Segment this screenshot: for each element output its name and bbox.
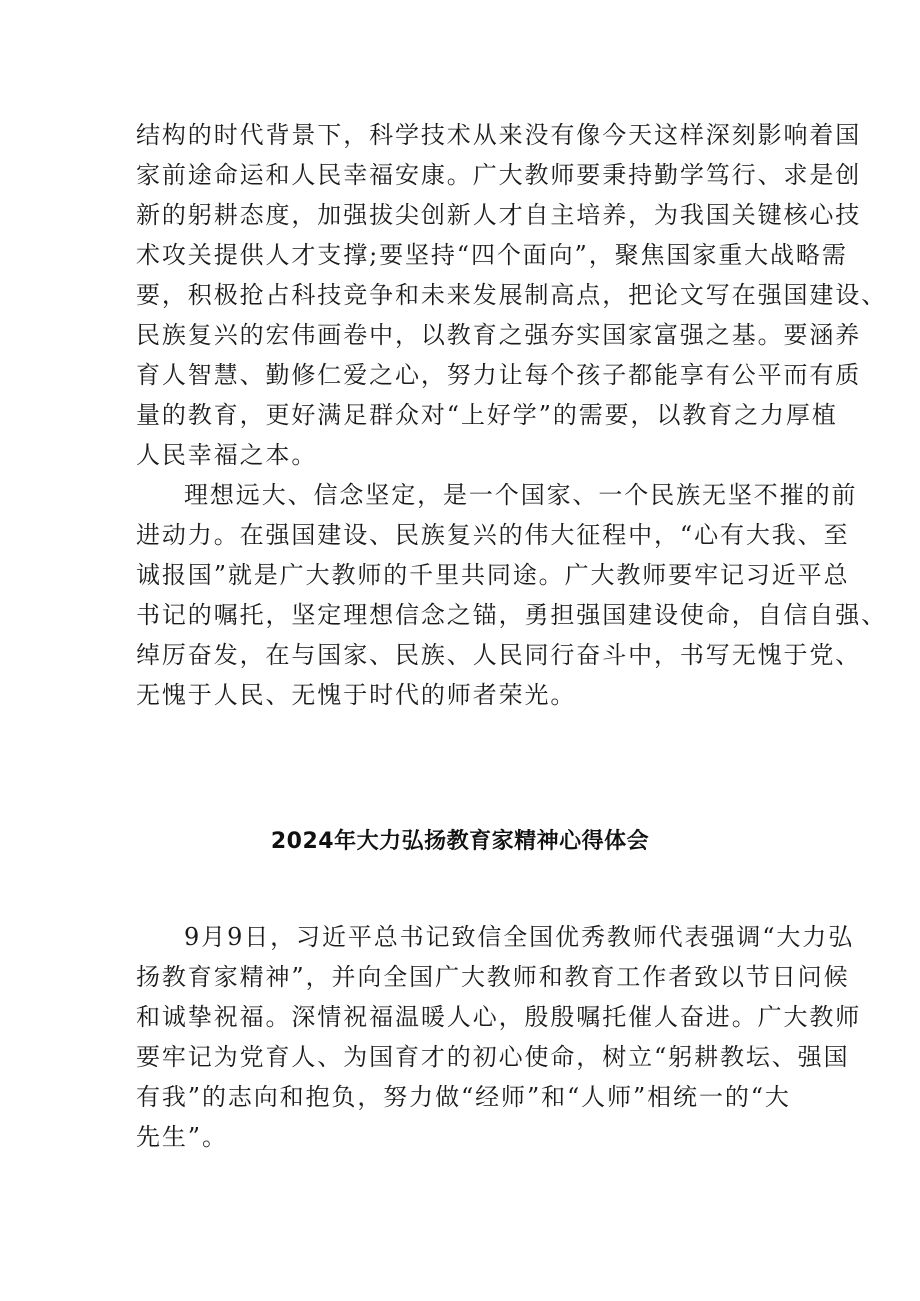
- article-title: 2024年大力弘扬教育家精神心得体会: [270, 829, 650, 854]
- text-line: 育人智慧、勤修仁爱之心，努力让每个孩子都能享有公平而有质: [136, 361, 862, 389]
- text-line: 家前途命运和人民幸福安康。广大教师要秉持勤学笃行、求是创: [136, 161, 862, 189]
- text-line: 进动力。在强国建设、民族复兴的伟大征程中，“心有大我、至: [136, 521, 850, 549]
- text-line: 书记的嘱托，坚定理想信念之锚，勇担强国建设使命，自信自强、: [136, 601, 888, 629]
- text-line: 绰厉奋发，在与国家、民族、人民同行奋斗中，书写无愧于党、: [136, 641, 862, 669]
- text-line: 新的躬耕态度，加强拔尖创新人才自主培养，为我国关键核心技: [136, 201, 862, 229]
- text-line: 人民幸福之本。: [136, 441, 318, 469]
- text-line: 结构的时代背景下，科学技术从来没有像今天这样深刻影响着国: [136, 121, 862, 149]
- text-line: 理想远大、信念坚定，是一个国家、一个民族无坚不摧的前: [184, 481, 858, 509]
- text-line: 要牢记为党育人、为国育才的初心使命，树立“躬耕教坛、强国: [136, 1043, 850, 1071]
- text-line: 先生”。: [136, 1123, 228, 1151]
- text-line: 和诚挚祝福。深情祝福温暖人心，殷殷嘱托催人奋进。广大教师: [136, 1003, 862, 1031]
- text-line: 术攻关提供人才支撑;要坚持“四个面向”，聚焦国家重大战略需: [136, 241, 848, 269]
- text-line: 要，积极抢占科技竞争和未来发展制高点，把论文写在强国建设、: [136, 281, 888, 309]
- text-line: 扬教育家精神”，并向全国广大教师和教育工作者致以节日问候: [136, 963, 850, 991]
- text-line: 量的教育，更好满足群众对“上好学”的需要，以教育之力厚植: [136, 401, 838, 429]
- text-line: 民族复兴的宏伟画卷中，以教育之强夯实国家富强之基。要涵养: [136, 321, 862, 349]
- text-line: 诚报国”就是广大教师的千里共同途。广大教师要牢记习近平总: [136, 561, 850, 589]
- text-line: 有我”的志向和抱负，努力做“经师”和“人师”相统一的“大: [136, 1083, 791, 1111]
- text-line: 无愧于人民、无愧于时代的师者荣光。: [136, 681, 577, 709]
- text-line: 9月9日，习近平总书记致信全国优秀教师代表强调“大力弘: [184, 923, 855, 951]
